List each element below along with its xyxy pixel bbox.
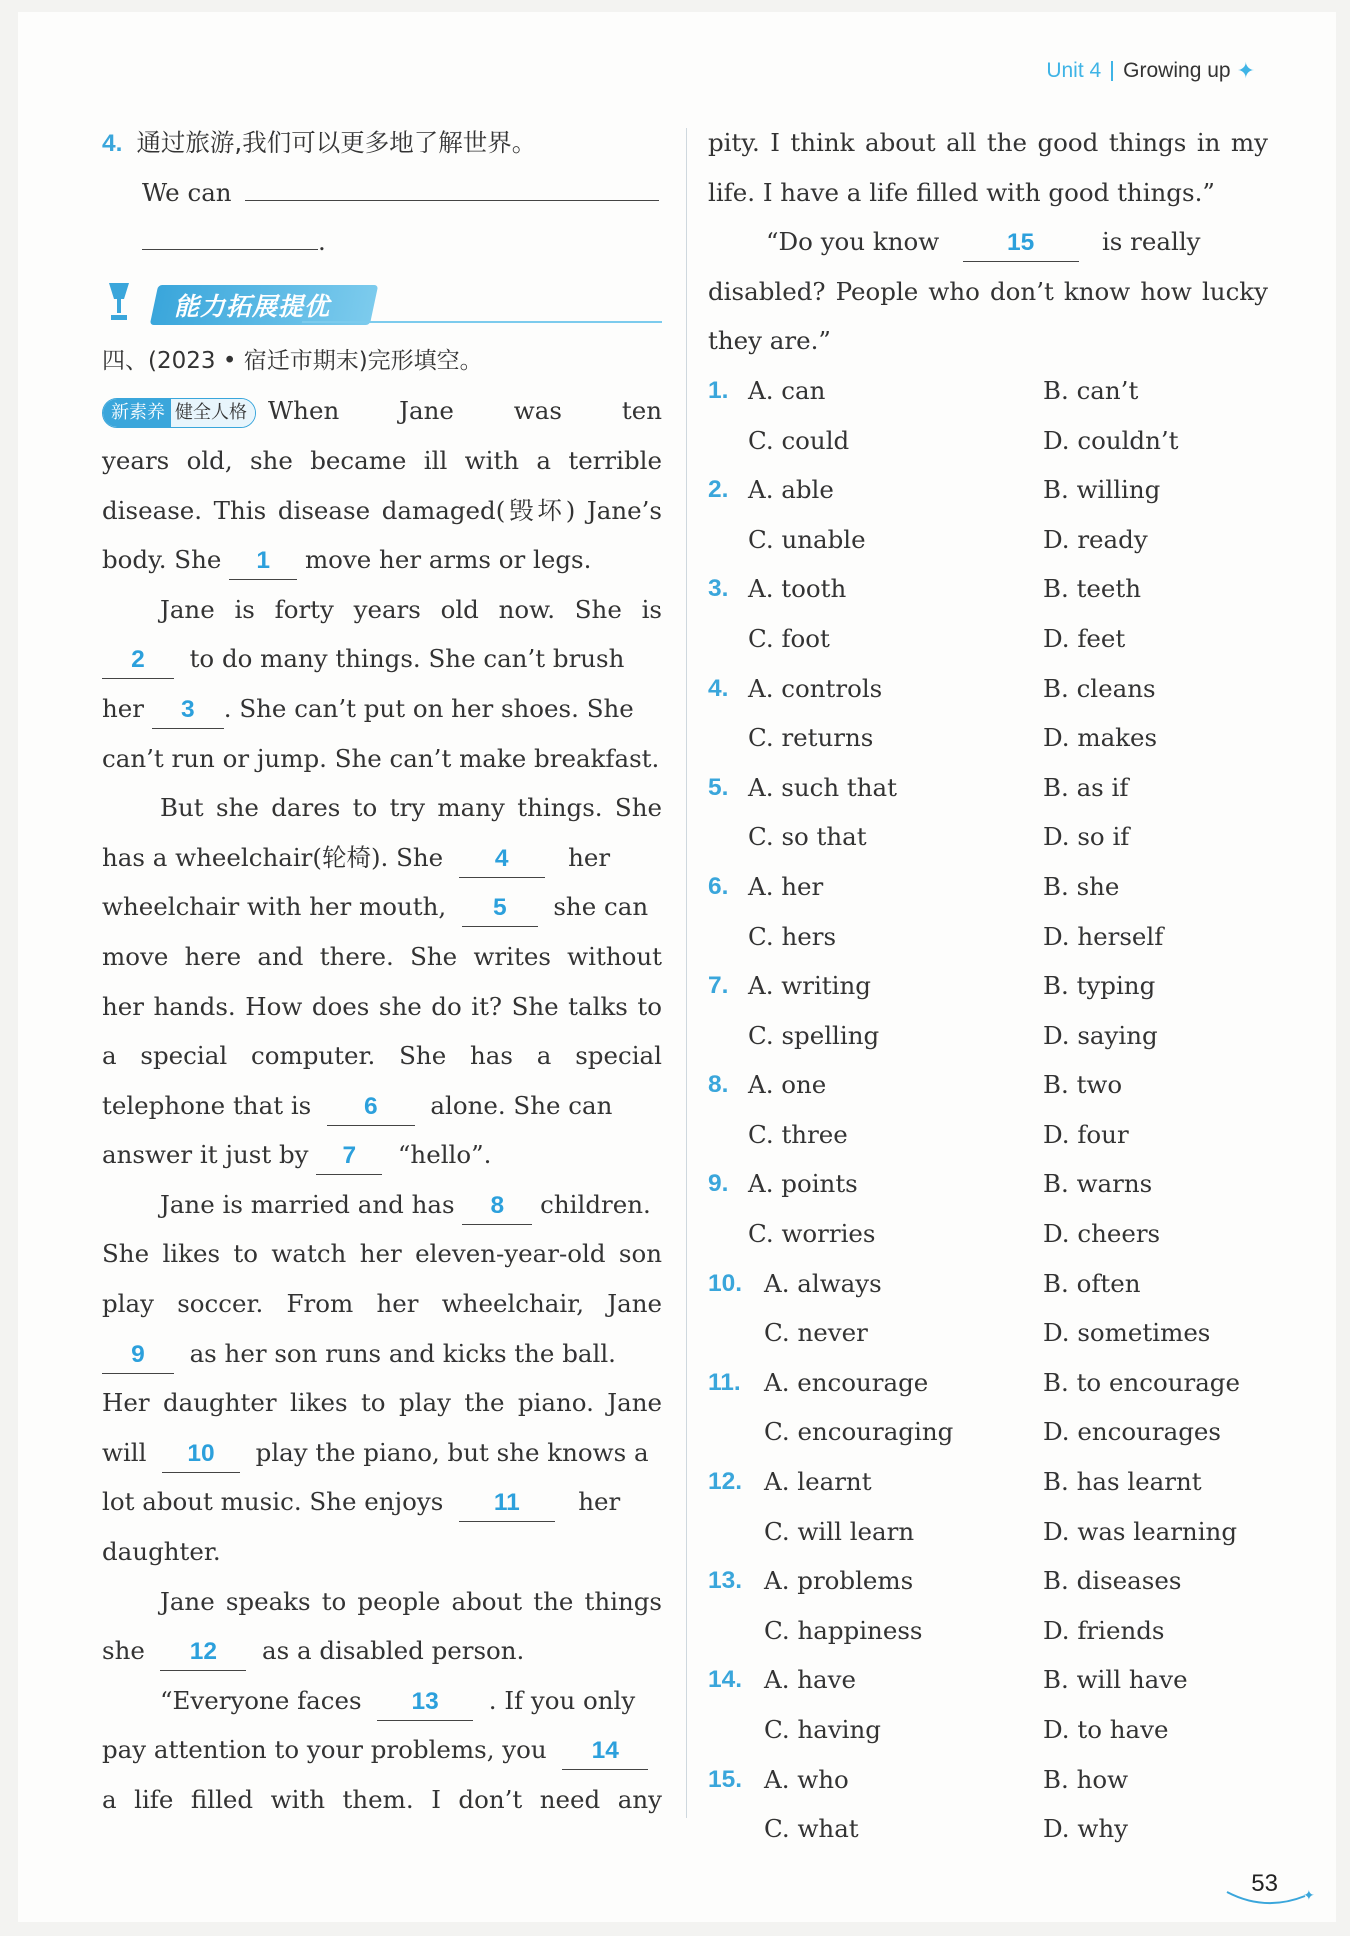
option-question-number: 14. bbox=[708, 1666, 743, 1694]
option-row bbox=[708, 1259, 1268, 1309]
column-divider bbox=[686, 128, 687, 1818]
cloze-blank-11[interactable]: 11 bbox=[459, 1488, 555, 1522]
answer-blank-2[interactable] bbox=[142, 220, 318, 250]
passage-text: When Jane was ten bbox=[268, 396, 662, 426]
option-row bbox=[708, 614, 1268, 664]
option-choice-a[interactable]: A. who bbox=[764, 1764, 849, 1794]
option-row bbox=[708, 366, 1268, 416]
passage-text: as a disabled person. bbox=[262, 1636, 525, 1666]
passage-line bbox=[102, 1130, 662, 1180]
passage-line bbox=[102, 882, 662, 932]
option-choice-c[interactable]: C. never bbox=[764, 1318, 868, 1348]
passage-text: her bbox=[102, 693, 144, 723]
option-choice-a[interactable]: A. learnt bbox=[764, 1467, 872, 1497]
passage-text: move her arms or legs. bbox=[304, 545, 592, 575]
answer-line-1 bbox=[102, 168, 662, 218]
option-choice-b[interactable]: B. can’t bbox=[1043, 375, 1139, 405]
option-choice-c[interactable]: C. encouraging bbox=[764, 1417, 954, 1447]
passage-line bbox=[102, 1725, 662, 1775]
option-row bbox=[708, 912, 1268, 962]
passage-text: “Do you know bbox=[766, 227, 940, 257]
passage-line: Jane is forty years old now. She is bbox=[160, 594, 662, 624]
passage-line bbox=[102, 535, 662, 585]
option-choice-b[interactable]: B. diseases bbox=[1043, 1566, 1182, 1596]
option-choice-d[interactable]: D. so if bbox=[1043, 822, 1130, 852]
swirl-decoration-icon bbox=[1225, 1886, 1315, 1908]
option-row bbox=[708, 1606, 1268, 1656]
header-separator bbox=[1111, 61, 1113, 81]
sparkle-icon: ✦ bbox=[1236, 58, 1255, 83]
passage-text: lot about music. She enjoys bbox=[102, 1487, 444, 1517]
option-row bbox=[708, 515, 1268, 565]
option-row bbox=[708, 961, 1268, 1011]
option-choice-d[interactable]: D. herself bbox=[1043, 921, 1164, 951]
option-question-number: 15. bbox=[708, 1765, 743, 1793]
cloze-blank-7[interactable]: 7 bbox=[316, 1141, 382, 1175]
option-choice-d[interactable]: D. couldn’t bbox=[1043, 425, 1179, 455]
option-row bbox=[708, 763, 1268, 813]
question-number: 4. bbox=[102, 130, 123, 157]
passage-line bbox=[102, 684, 662, 734]
option-choice-a[interactable]: A. tooth bbox=[748, 574, 847, 604]
option-choice-d[interactable]: D. friends bbox=[1043, 1615, 1165, 1645]
option-choice-d[interactable]: D. was learning bbox=[1043, 1516, 1238, 1546]
option-choice-d[interactable]: D. sometimes bbox=[1043, 1318, 1211, 1348]
cloze-blank-8[interactable]: 8 bbox=[462, 1191, 532, 1225]
option-question-number: 11. bbox=[708, 1368, 741, 1396]
passage-text: will bbox=[102, 1437, 147, 1467]
passage-line: they are.” bbox=[708, 326, 831, 356]
option-choice-c[interactable]: C. unable bbox=[748, 524, 866, 554]
period: . bbox=[318, 227, 326, 257]
passage-line: pity. I think about all the good things in my bbox=[708, 128, 1268, 157]
literacy-tag bbox=[102, 398, 256, 428]
svg-text:✦: ✦ bbox=[1303, 1887, 1316, 1903]
passage-line: disease. This disease damaged(毁坏) Jane’s bbox=[102, 495, 662, 525]
option-question-number: 4. bbox=[708, 674, 729, 702]
option-choice-c[interactable]: C. three bbox=[748, 1119, 848, 1149]
option-row bbox=[708, 416, 1268, 466]
option-row bbox=[708, 1804, 1268, 1854]
option-row bbox=[708, 713, 1268, 763]
option-choice-b[interactable]: B. willing bbox=[1043, 475, 1161, 505]
option-choice-c[interactable]: C. returns bbox=[748, 723, 874, 753]
option-choice-c[interactable]: C. foot bbox=[748, 623, 830, 653]
passage-line: a special computer. She has a special bbox=[102, 1041, 662, 1071]
trophy-icon bbox=[106, 281, 132, 325]
option-choice-a[interactable]: A. her bbox=[748, 871, 824, 901]
option-choice-b[interactable]: B. as if bbox=[1043, 772, 1129, 802]
option-row bbox=[708, 1060, 1268, 1110]
translation-question bbox=[102, 118, 662, 168]
tag-personality: 健全人格 bbox=[171, 399, 255, 427]
option-choice-a[interactable]: A. points bbox=[748, 1169, 858, 1199]
passage-line bbox=[102, 1626, 662, 1676]
option-row bbox=[708, 1457, 1268, 1507]
option-choice-a[interactable]: A. writing bbox=[748, 971, 871, 1001]
option-choice-a[interactable]: A. able bbox=[748, 475, 834, 505]
option-row bbox=[708, 664, 1268, 714]
option-choice-a[interactable]: A. such that bbox=[748, 772, 897, 802]
passage-text: children. bbox=[540, 1189, 651, 1219]
right-column bbox=[708, 118, 1268, 1854]
option-choice-d[interactable]: D. ready bbox=[1043, 524, 1148, 554]
option-row bbox=[708, 862, 1268, 912]
passage-line: Jane speaks to people about the things bbox=[160, 1586, 662, 1616]
cloze-blank-10[interactable]: 10 bbox=[162, 1439, 240, 1473]
passage-text: has a wheelchair(轮椅). She bbox=[102, 842, 444, 872]
passage-text: pay attention to your problems, you bbox=[102, 1735, 547, 1765]
cloze-blank-6[interactable]: 6 bbox=[327, 1092, 415, 1126]
passage-text: her bbox=[578, 1487, 621, 1517]
passage-text: her bbox=[568, 842, 611, 872]
option-row bbox=[708, 1705, 1268, 1755]
option-choice-a[interactable]: A. can bbox=[748, 375, 826, 405]
option-choice-b[interactable]: B. she bbox=[1043, 871, 1120, 901]
option-row bbox=[708, 1755, 1268, 1805]
option-question-number: 7. bbox=[708, 972, 729, 1000]
option-question-number: 2. bbox=[708, 476, 729, 504]
passage-text: alone. She can bbox=[430, 1090, 613, 1120]
option-choice-d[interactable]: D. why bbox=[1043, 1814, 1128, 1844]
option-row bbox=[708, 1308, 1268, 1358]
page-number-area bbox=[1251, 1870, 1316, 1903]
page-number: 53 bbox=[1251, 1870, 1278, 1897]
passage-text: she can bbox=[553, 892, 649, 922]
option-choice-a[interactable]: A. have bbox=[764, 1665, 856, 1695]
option-choice-b[interactable]: B. two bbox=[1043, 1070, 1123, 1100]
option-choice-c[interactable]: C. happiness bbox=[764, 1615, 923, 1645]
passage-line bbox=[102, 634, 662, 684]
option-choice-d[interactable]: D. four bbox=[1043, 1119, 1129, 1149]
passage-line: Her daughter likes to play the piano. Jane bbox=[102, 1388, 662, 1418]
option-row bbox=[708, 465, 1268, 515]
passage-line bbox=[102, 1329, 662, 1379]
option-choice-d[interactable]: D. saying bbox=[1043, 1020, 1158, 1050]
cloze-blank-1[interactable]: 1 bbox=[229, 546, 297, 580]
option-choice-b[interactable]: B. to encourage bbox=[1043, 1367, 1240, 1397]
option-choice-a[interactable]: A. always bbox=[764, 1268, 882, 1298]
passage-line: years old, she became ill with a terrible bbox=[102, 445, 662, 475]
option-question-number: 1. bbox=[708, 376, 729, 404]
option-choice-c[interactable]: C. worries bbox=[748, 1219, 876, 1249]
cloze-blank-14[interactable]: 14 bbox=[562, 1736, 648, 1770]
option-row bbox=[708, 1655, 1268, 1705]
passage-line bbox=[102, 1180, 662, 1230]
passage-text: answer it just by bbox=[102, 1140, 309, 1170]
option-question-number: 8. bbox=[708, 1071, 729, 1099]
passage-line bbox=[102, 833, 662, 883]
passage-text: . She can’t put on her shoes. She bbox=[223, 693, 634, 723]
option-row bbox=[708, 1159, 1268, 1209]
section-banner bbox=[102, 273, 662, 333]
cloze-blank-12[interactable]: 12 bbox=[160, 1637, 246, 1671]
passage-text: telephone that is bbox=[102, 1090, 312, 1120]
passage-line: can’t run or jump. She can’t make breakfast. bbox=[102, 743, 660, 773]
passage-line: a life filled with them. I don’t need any bbox=[102, 1785, 662, 1814]
passage-line bbox=[102, 1477, 662, 1527]
option-row bbox=[708, 1556, 1268, 1606]
option-question-number: 5. bbox=[708, 773, 729, 801]
left-column bbox=[102, 118, 662, 1825]
cloze-blank-2[interactable]: 2 bbox=[102, 645, 174, 679]
cloze-blank-13[interactable]: 13 bbox=[377, 1687, 473, 1721]
option-row bbox=[708, 812, 1268, 862]
passage-text: . If you only bbox=[488, 1685, 636, 1715]
passage-line: But she dares to try many things. She bbox=[160, 793, 662, 823]
option-choice-c[interactable]: C. what bbox=[764, 1814, 859, 1844]
option-choice-d[interactable]: D. to have bbox=[1043, 1715, 1169, 1744]
passage-line: She likes to watch her eleven-year-old son bbox=[102, 1239, 662, 1269]
passage-text: she bbox=[102, 1636, 145, 1666]
cloze-blank-15[interactable]: 15 bbox=[963, 228, 1079, 262]
passage-line bbox=[102, 1081, 662, 1131]
option-choice-c[interactable]: C. will learn bbox=[764, 1516, 915, 1546]
option-row bbox=[708, 1209, 1268, 1259]
option-choice-d[interactable]: D. makes bbox=[1043, 723, 1158, 753]
tag-new-literacy: 新素养 bbox=[103, 399, 171, 427]
option-choice-c[interactable]: C. so that bbox=[748, 822, 867, 852]
option-row bbox=[708, 564, 1268, 614]
option-choice-a[interactable]: A. encourage bbox=[764, 1367, 929, 1397]
option-choice-b[interactable]: B. has learnt bbox=[1043, 1467, 1202, 1497]
cloze-blank-3[interactable]: 3 bbox=[152, 695, 224, 729]
passage-text: to do many things. She can’t brush bbox=[189, 644, 625, 674]
options-list bbox=[708, 366, 1268, 1854]
passage-line: her hands. How does she do it? She talks to bbox=[102, 991, 662, 1021]
option-choice-d[interactable]: D. encourages bbox=[1043, 1417, 1221, 1447]
passage-line: move here and there. She writes without bbox=[102, 941, 662, 971]
option-choice-c[interactable]: C. hers bbox=[748, 921, 837, 951]
passage-line: disabled? People who don’t know how lucky bbox=[708, 276, 1268, 306]
option-choice-a[interactable]: A. problems bbox=[764, 1566, 914, 1596]
option-choice-a[interactable]: A. controls bbox=[748, 673, 883, 703]
banner-text: 能力拓展提优 bbox=[174, 291, 331, 321]
passage-text: body. She bbox=[102, 545, 222, 575]
option-question-number: 13. bbox=[708, 1567, 743, 1595]
option-question-number: 10. bbox=[708, 1269, 743, 1297]
banner-rule bbox=[302, 321, 662, 323]
option-choice-b[interactable]: B. cleans bbox=[1043, 673, 1156, 703]
answer-line-2 bbox=[102, 217, 662, 267]
option-question-number: 3. bbox=[708, 575, 729, 603]
option-choice-c[interactable]: C. spelling bbox=[748, 1020, 880, 1050]
passage-line bbox=[102, 386, 662, 436]
chinese-sentence: 通过旅游,我们可以更多地了解世界。 bbox=[136, 128, 537, 157]
option-choice-b[interactable]: B. will have bbox=[1043, 1665, 1188, 1695]
cloze-blank-5[interactable]: 5 bbox=[462, 893, 538, 927]
option-choice-b[interactable]: B. warns bbox=[1043, 1169, 1153, 1199]
option-choice-c[interactable]: C. could bbox=[748, 425, 850, 455]
answer-blank-1[interactable] bbox=[245, 171, 659, 201]
passage-line: play soccer. From her wheelchair, Jane bbox=[102, 1289, 662, 1319]
passage-line bbox=[102, 1428, 662, 1478]
passage-text: is really bbox=[1101, 227, 1201, 257]
option-choice-b[interactable]: B. teeth bbox=[1043, 574, 1142, 604]
section-heading: 四、(2023 • 宿迁市期末)完形填空。 bbox=[102, 347, 483, 374]
option-row bbox=[708, 1011, 1268, 1061]
option-question-number: 12. bbox=[708, 1468, 743, 1496]
page-header bbox=[1046, 58, 1255, 84]
passage-text: play the piano, but she knows a bbox=[255, 1437, 649, 1467]
passage-text: “hello”. bbox=[397, 1140, 492, 1170]
passage-text: Jane is married and has bbox=[160, 1189, 455, 1219]
passage-text: “Everyone faces bbox=[160, 1685, 362, 1715]
option-row bbox=[708, 1358, 1268, 1408]
cloze-blank-9[interactable]: 9 bbox=[102, 1340, 174, 1374]
passage-line: daughter. bbox=[102, 1537, 221, 1567]
passage-line bbox=[102, 1676, 662, 1726]
option-choice-b[interactable]: B. how bbox=[1043, 1764, 1129, 1794]
option-choice-a[interactable]: A. one bbox=[748, 1070, 827, 1100]
option-choice-c[interactable]: C. having bbox=[764, 1715, 881, 1744]
unit-title: Growing up bbox=[1123, 59, 1231, 82]
cloze-blank-4[interactable]: 4 bbox=[459, 844, 545, 878]
passage-text: wheelchair with her mouth, bbox=[102, 892, 447, 922]
unit-label: Unit 4 bbox=[1046, 59, 1102, 82]
option-row bbox=[708, 1407, 1268, 1457]
option-question-number: 9. bbox=[708, 1170, 729, 1198]
passage-text: as her son runs and kicks the ball. bbox=[189, 1338, 616, 1368]
option-row bbox=[708, 1507, 1268, 1557]
option-choice-b[interactable]: B. typing bbox=[1043, 971, 1156, 1001]
option-choice-b[interactable]: B. often bbox=[1043, 1268, 1141, 1298]
passage-line: life. I have a life filled with good things.” bbox=[708, 177, 1215, 207]
option-choice-d[interactable]: D. cheers bbox=[1043, 1219, 1161, 1249]
passage-line bbox=[708, 217, 1268, 267]
option-choice-d[interactable]: D. feet bbox=[1043, 623, 1126, 653]
answer-prefix: We can bbox=[142, 177, 232, 207]
option-question-number: 6. bbox=[708, 872, 729, 900]
option-row bbox=[708, 1110, 1268, 1160]
